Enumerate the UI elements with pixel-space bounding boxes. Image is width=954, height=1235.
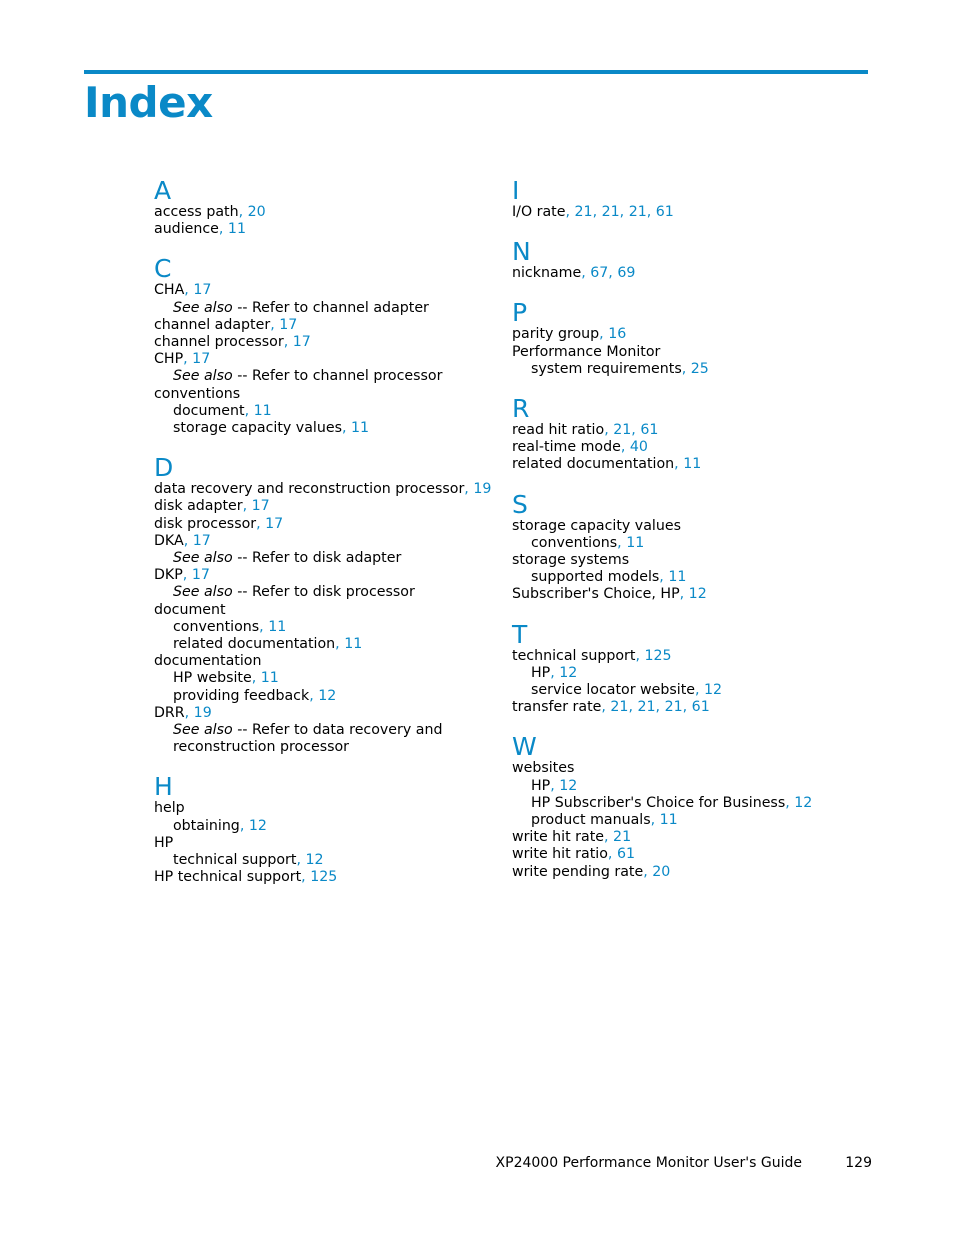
index-subentry bbox=[154, 403, 494, 420]
page-separator: , bbox=[650, 812, 660, 829]
index-entry bbox=[154, 221, 494, 238]
index-subentry bbox=[512, 361, 852, 378]
page-link[interactable]: 12 bbox=[248, 817, 267, 834]
index-entry bbox=[154, 282, 494, 299]
index-entry bbox=[154, 204, 494, 221]
index-entry bbox=[154, 835, 494, 852]
index-term: transfer rate bbox=[512, 699, 602, 716]
index-term: parity group bbox=[512, 326, 600, 343]
index-term: help bbox=[154, 800, 185, 817]
page-separator: , bbox=[643, 863, 653, 880]
index-term: websites bbox=[512, 760, 575, 777]
page-separator: , bbox=[341, 420, 351, 437]
index-entry bbox=[154, 869, 494, 886]
index-letter-heading: C bbox=[154, 254, 172, 284]
index-term: CHA bbox=[154, 282, 185, 299]
index-group-n bbox=[512, 239, 852, 282]
index-entry bbox=[512, 265, 852, 282]
page-separator: , bbox=[184, 282, 194, 299]
index-term: read hit ratio bbox=[512, 422, 605, 439]
page-link[interactable]: 12 bbox=[794, 794, 813, 811]
page-link[interactable]: 61 bbox=[616, 846, 635, 863]
index-term: -- Refer to disk processor bbox=[232, 584, 415, 601]
page-separator: , bbox=[296, 852, 306, 869]
page-link[interactable]: 11 bbox=[344, 636, 363, 653]
index-term: -- Refer to channel processor bbox=[232, 368, 443, 385]
page-link[interactable]: 69 bbox=[617, 265, 636, 282]
index-group-s bbox=[512, 489, 852, 604]
page-separator: , bbox=[635, 647, 645, 664]
index-entry bbox=[154, 481, 494, 498]
index-term: providing feedback bbox=[173, 687, 310, 704]
page-separator: , bbox=[309, 687, 319, 704]
index-entry bbox=[512, 760, 852, 777]
index-term: access path bbox=[154, 204, 239, 220]
page-separator: , bbox=[183, 532, 193, 549]
index-term: conventions bbox=[531, 534, 618, 551]
index-entry bbox=[154, 533, 494, 550]
page-title: Index bbox=[84, 78, 213, 127]
index-group-a bbox=[154, 178, 494, 238]
index-term: document bbox=[173, 402, 245, 419]
index-term: DRR bbox=[154, 704, 185, 721]
page-link[interactable]: 19 bbox=[473, 481, 492, 498]
index-letter-heading: I bbox=[512, 176, 520, 205]
page-link[interactable]: 20 bbox=[247, 204, 266, 220]
page-separator: , bbox=[256, 515, 266, 532]
index-entry bbox=[512, 586, 852, 603]
page-link[interactable]: 61 bbox=[691, 699, 710, 716]
page-separator: , bbox=[607, 846, 617, 863]
index-term: nickname bbox=[512, 265, 582, 282]
index-entry bbox=[512, 699, 852, 716]
index-subentry bbox=[512, 535, 852, 552]
index-see-also bbox=[154, 722, 494, 756]
page-separator: , bbox=[335, 636, 345, 653]
page-link[interactable]: 11 bbox=[227, 221, 246, 238]
page-link[interactable]: 11 bbox=[626, 534, 645, 551]
index-entry bbox=[154, 351, 494, 368]
page-separator: , bbox=[604, 422, 614, 439]
index-term: channel processor bbox=[154, 334, 284, 351]
page-separator: , bbox=[619, 204, 629, 220]
index-term: I/O rate bbox=[512, 204, 566, 220]
page-link[interactable]: 19 bbox=[193, 704, 212, 721]
index-group-h bbox=[154, 774, 494, 886]
see-also-label: See also bbox=[173, 368, 233, 385]
index-entry bbox=[512, 518, 852, 535]
index-term: write hit rate bbox=[512, 829, 605, 846]
index-letter-heading: P bbox=[512, 298, 528, 328]
page-link[interactable]: 11 bbox=[260, 670, 279, 687]
page-separator: , bbox=[239, 817, 249, 834]
index-term: DKA bbox=[154, 532, 184, 549]
index-entry bbox=[154, 602, 494, 619]
page-separator: , bbox=[674, 456, 684, 473]
footer-page-number: 129 bbox=[845, 1155, 872, 1171]
page-link[interactable]: 17 bbox=[292, 334, 311, 351]
page-link[interactable]: 11 bbox=[351, 420, 370, 437]
page-separator: , bbox=[679, 586, 689, 603]
index-letter-heading: A bbox=[154, 176, 172, 205]
index-group-t bbox=[512, 619, 852, 717]
page-separator: , bbox=[283, 334, 293, 351]
page-link[interactable]: 21 bbox=[664, 699, 683, 716]
index-entry bbox=[154, 498, 494, 515]
index-subentry bbox=[512, 569, 852, 586]
index-column-right bbox=[512, 178, 852, 899]
index-entry bbox=[512, 422, 852, 439]
index-subentry bbox=[154, 670, 494, 687]
index-term: document bbox=[154, 601, 226, 618]
page-link[interactable]: 12 bbox=[688, 586, 707, 603]
page-link[interactable]: 61 bbox=[640, 422, 659, 439]
index-term: system requirements bbox=[531, 360, 682, 377]
index-term: HP bbox=[531, 664, 551, 681]
see-also-label: See also bbox=[173, 299, 233, 316]
index-subentry bbox=[154, 619, 494, 636]
page-link[interactable]: 21 bbox=[613, 422, 632, 439]
page-separator: , bbox=[182, 567, 192, 584]
index-column-left bbox=[154, 178, 494, 905]
page-link[interactable]: 21 bbox=[610, 699, 629, 716]
index-entry bbox=[512, 344, 852, 361]
page-separator: , bbox=[682, 699, 692, 716]
index-group-w bbox=[512, 734, 852, 880]
page-separator: , bbox=[592, 204, 602, 220]
page-link[interactable]: 11 bbox=[668, 569, 687, 586]
see-also-label: See also bbox=[173, 550, 233, 567]
page-link[interactable]: 12 bbox=[318, 687, 337, 704]
page-link[interactable]: 17 bbox=[193, 282, 212, 299]
index-subentry bbox=[154, 420, 494, 437]
page-separator: , bbox=[550, 664, 560, 681]
index-letter-heading: H bbox=[154, 772, 173, 802]
page-link[interactable]: 21 bbox=[574, 204, 593, 220]
page-link[interactable]: 125 bbox=[644, 647, 672, 664]
index-term: real-time mode bbox=[512, 439, 621, 456]
index-entry bbox=[512, 648, 852, 665]
index-term: HP bbox=[154, 834, 174, 851]
index-term: channel adapter bbox=[154, 316, 271, 333]
page-separator: , bbox=[646, 204, 656, 220]
index-letter-heading: R bbox=[512, 394, 530, 424]
see-also-label: See also bbox=[173, 722, 233, 739]
index-term: -- Refer to data recovery and reconstruction processor bbox=[173, 722, 443, 756]
index-term: technical support bbox=[173, 852, 297, 869]
page-link[interactable]: 12 bbox=[559, 777, 578, 794]
page-separator: , bbox=[681, 360, 691, 377]
index-entry bbox=[154, 800, 494, 817]
index-subentry bbox=[512, 665, 852, 682]
index-term: conventions bbox=[173, 618, 260, 635]
index-term: Subscriber's Choice, HP bbox=[512, 586, 680, 603]
index-term: related documentation bbox=[173, 636, 336, 653]
index-entry bbox=[512, 829, 852, 846]
index-entry bbox=[154, 386, 494, 403]
index-subentry bbox=[512, 795, 852, 812]
index-subentry bbox=[154, 852, 494, 869]
page-separator: , bbox=[184, 704, 194, 721]
index-term: DKP bbox=[154, 567, 183, 584]
page-separator: , bbox=[608, 265, 618, 282]
page-link[interactable]: 17 bbox=[192, 532, 211, 549]
index-group-i bbox=[512, 178, 852, 221]
index-term: storage capacity values bbox=[512, 517, 681, 534]
page-link[interactable]: 17 bbox=[265, 515, 284, 532]
page-link[interactable]: 20 bbox=[652, 863, 671, 880]
page-separator: , bbox=[581, 265, 591, 282]
index-see-also bbox=[154, 550, 494, 567]
index-term: related documentation bbox=[512, 456, 675, 473]
index-entry bbox=[512, 326, 852, 343]
index-term: -- Refer to channel adapter bbox=[232, 299, 429, 316]
index-term: Performance Monitor bbox=[512, 343, 661, 360]
index-term: conventions bbox=[154, 385, 241, 402]
page-separator: , bbox=[251, 670, 261, 687]
page-link[interactable]: 21 bbox=[628, 204, 647, 220]
page-separator: , bbox=[242, 498, 252, 515]
page-separator: , bbox=[259, 618, 269, 635]
index-group-c bbox=[154, 256, 494, 437]
index-term: HP technical support bbox=[154, 869, 302, 886]
page-link[interactable]: 12 bbox=[559, 664, 578, 681]
page-separator: , bbox=[620, 439, 630, 456]
index-entry bbox=[154, 705, 494, 722]
index-term: technical support bbox=[512, 647, 636, 664]
index-see-also bbox=[154, 584, 494, 601]
index-letter-heading: S bbox=[512, 489, 528, 519]
index-entry bbox=[512, 552, 852, 569]
index-entry bbox=[512, 439, 852, 456]
index-term: product manuals bbox=[531, 812, 651, 829]
index-term: write hit ratio bbox=[512, 846, 608, 863]
index-letter-heading: D bbox=[154, 453, 174, 483]
page-separator: , bbox=[238, 204, 248, 220]
index-term: HP website bbox=[173, 670, 252, 687]
page-link[interactable]: 25 bbox=[690, 360, 709, 377]
index-term: -- Refer to disk adapter bbox=[232, 550, 402, 567]
index-entry bbox=[512, 204, 852, 221]
page-link[interactable]: 17 bbox=[279, 316, 298, 333]
page-link[interactable]: 17 bbox=[191, 567, 210, 584]
index-entry bbox=[512, 864, 852, 881]
page-link[interactable]: 11 bbox=[268, 618, 287, 635]
index-entry bbox=[154, 334, 494, 351]
page-link[interactable]: 12 bbox=[704, 682, 723, 699]
index-term: supported models bbox=[531, 569, 660, 586]
index-term: documentation bbox=[154, 653, 262, 670]
index-term: HP Subscriber's Choice for Business bbox=[531, 794, 786, 811]
index-term: HP bbox=[531, 777, 551, 794]
index-term: data recovery and reconstruction processor bbox=[154, 481, 465, 498]
page-separator: , bbox=[659, 569, 669, 586]
page-separator: , bbox=[631, 422, 641, 439]
index-term: obtaining bbox=[173, 817, 240, 834]
page-link[interactable]: 61 bbox=[655, 204, 674, 220]
index-group-p bbox=[512, 300, 852, 378]
index-letter-heading: T bbox=[512, 619, 528, 649]
page-link[interactable]: 21 bbox=[601, 204, 620, 220]
page-link[interactable]: 11 bbox=[659, 812, 678, 829]
page-link[interactable]: 17 bbox=[192, 351, 211, 368]
index-see-also bbox=[154, 300, 494, 317]
page-separator: , bbox=[244, 402, 254, 419]
page-separator: , bbox=[785, 794, 795, 811]
index-subentry bbox=[154, 636, 494, 653]
index-term: write pending rate bbox=[512, 863, 644, 880]
page-link[interactable]: 12 bbox=[305, 852, 324, 869]
index-term: storage systems bbox=[512, 552, 630, 569]
page-separator: , bbox=[183, 351, 193, 368]
index-subentry bbox=[512, 682, 852, 699]
index-subentry bbox=[512, 778, 852, 795]
page-link[interactable]: 16 bbox=[608, 326, 627, 343]
page-separator: , bbox=[565, 204, 575, 220]
index-entry bbox=[154, 567, 494, 584]
index-term: service locator website bbox=[531, 682, 695, 699]
page-separator: , bbox=[301, 869, 311, 886]
footer-document-title: XP24000 Performance Monitor User's Guide bbox=[495, 1155, 802, 1171]
index-group-d bbox=[154, 455, 494, 756]
index-subentry bbox=[154, 818, 494, 835]
index-subentry bbox=[154, 688, 494, 705]
page-link[interactable]: 11 bbox=[253, 402, 272, 419]
page-separator: , bbox=[604, 829, 614, 846]
index-see-also bbox=[154, 368, 494, 385]
page-separator: , bbox=[655, 699, 665, 716]
page-separator: , bbox=[270, 316, 280, 333]
index-term: disk processor bbox=[154, 515, 257, 532]
page-link[interactable]: 21 bbox=[637, 699, 656, 716]
index-entry bbox=[154, 317, 494, 334]
see-also-label: See also bbox=[173, 584, 233, 601]
page-link[interactable]: 21 bbox=[613, 829, 632, 846]
page-link[interactable]: 67 bbox=[590, 265, 609, 282]
page-link[interactable]: 40 bbox=[629, 439, 648, 456]
page-link[interactable]: 125 bbox=[310, 869, 338, 886]
index-letter-heading: N bbox=[512, 237, 531, 267]
header-rule bbox=[84, 70, 868, 74]
index-term: CHP bbox=[154, 351, 184, 368]
index-term: storage capacity values bbox=[173, 420, 342, 437]
index-entry bbox=[512, 456, 852, 473]
page-separator: , bbox=[617, 534, 627, 551]
page-separator: , bbox=[218, 221, 228, 238]
page-separator: , bbox=[628, 699, 638, 716]
page-separator: , bbox=[599, 326, 609, 343]
page-separator: , bbox=[601, 699, 611, 716]
index-term: disk adapter bbox=[154, 498, 243, 515]
index-term: audience bbox=[154, 221, 219, 238]
index-entry bbox=[154, 516, 494, 533]
index-letter-heading: W bbox=[512, 732, 537, 762]
index-entry bbox=[154, 653, 494, 670]
index-entry bbox=[512, 846, 852, 863]
index-subentry bbox=[512, 812, 852, 829]
index-group-r bbox=[512, 396, 852, 474]
page-link[interactable]: 17 bbox=[251, 498, 270, 515]
page-separator: , bbox=[695, 682, 705, 699]
page-link[interactable]: 11 bbox=[683, 456, 702, 473]
page-separator: , bbox=[550, 777, 560, 794]
page-separator: , bbox=[464, 481, 474, 498]
